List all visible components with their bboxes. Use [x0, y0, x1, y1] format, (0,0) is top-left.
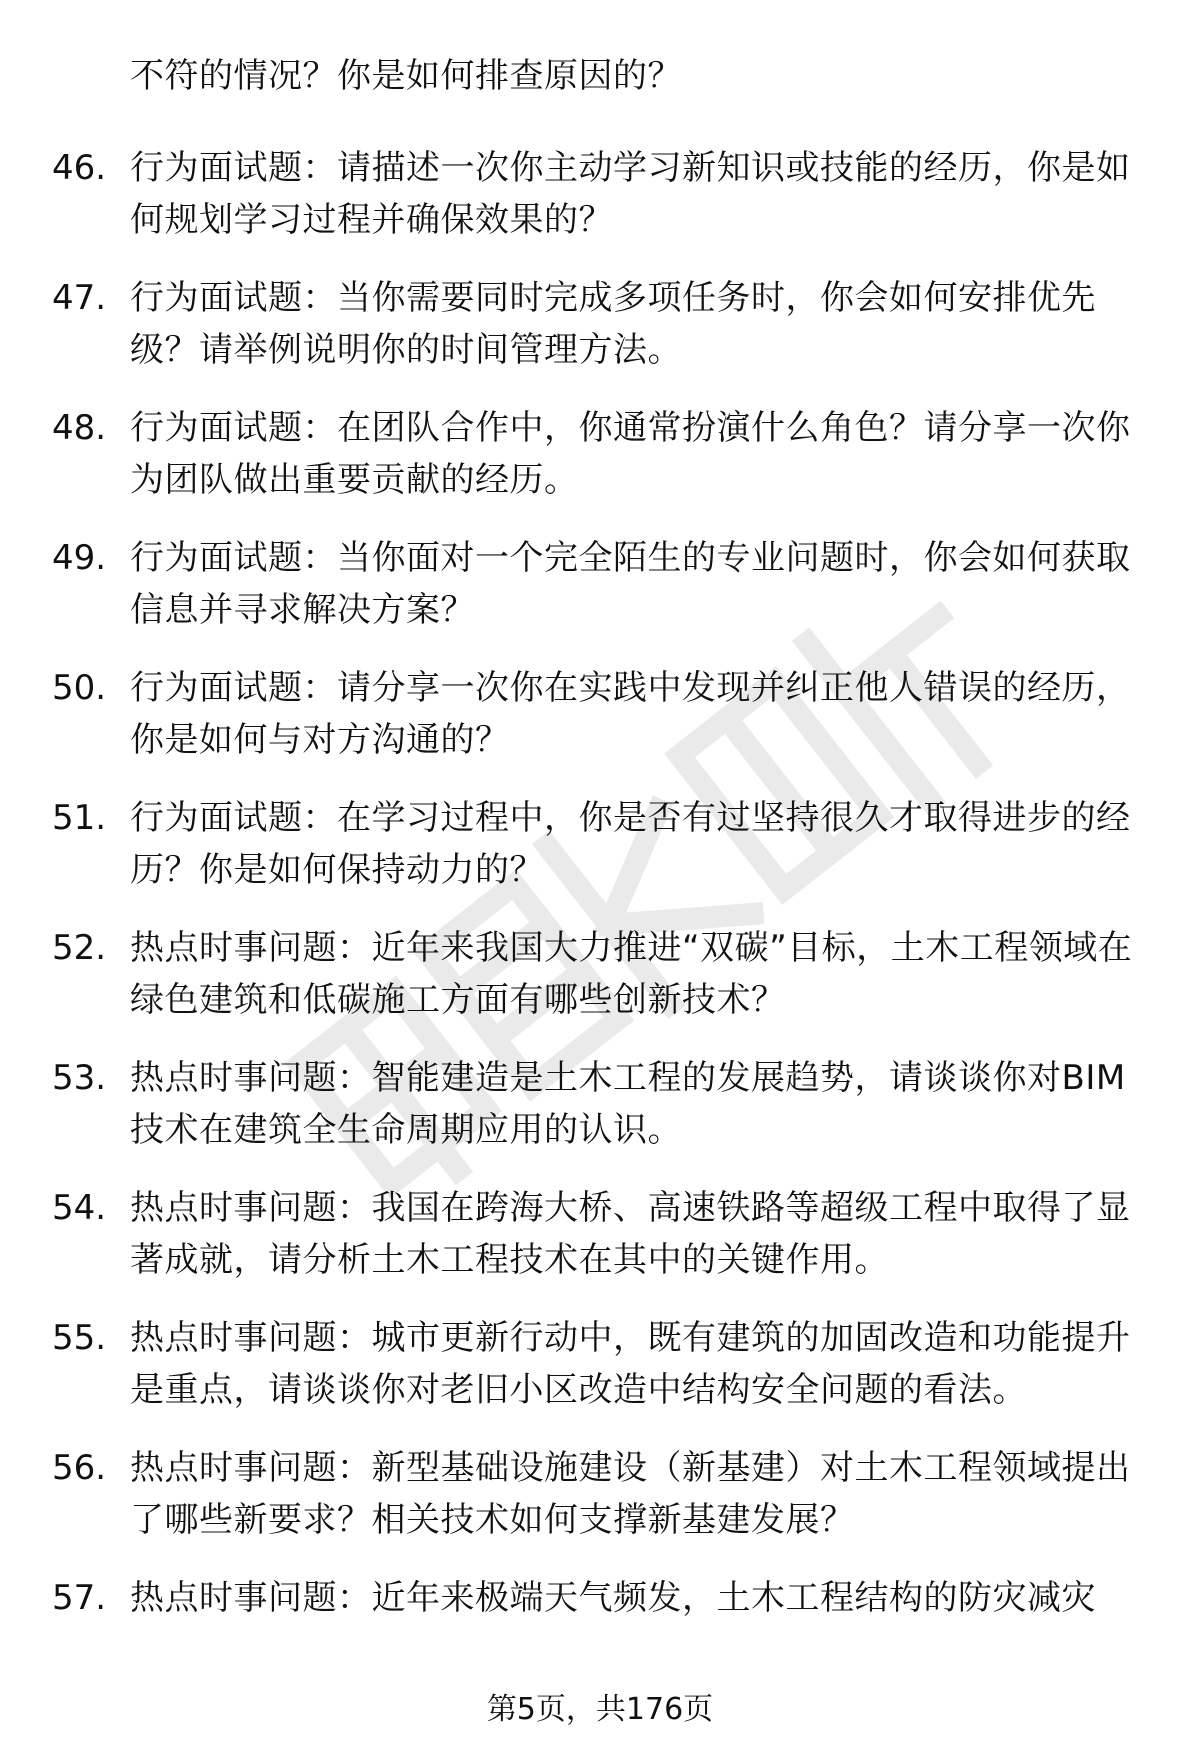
question-text: 行为面试题：在团队合作中，你通常扮演什么角色？请分享一次你为团队做出重要贡献的经历。	[130, 408, 1131, 500]
question-number: 56.	[52, 1448, 107, 1488]
question-number: 55.	[52, 1318, 107, 1358]
question-number: 52.	[52, 928, 107, 968]
question-number: 51.	[52, 798, 107, 838]
question-text: 行为面试题：请分享一次你在实践中发现并纠正他人错误的经历，你是如何与对方沟通的？	[130, 668, 1131, 760]
question-text: 热点时事问题：智能建造是土木工程的发展趋势，请谈谈你对BIM技术在建筑全生命周期应用的认识。	[130, 1058, 1126, 1150]
question-text: 行为面试题：在学习过程中，你是否有过坚持很久才取得进步的经历？你是如何保持动力的？	[130, 798, 1131, 890]
question-number: 48.	[52, 408, 107, 448]
page-number-footer: 第5页，共176页	[486, 1692, 714, 1727]
question-text: 不符的情况？你是如何排查原因的？	[130, 56, 682, 96]
question-text: 行为面试题：请描述一次你主动学习新知识或技能的经历，你是如何规划学习过程并确保效果的？	[130, 148, 1131, 240]
question-text: 热点时事问题：城市更新行动中，既有建筑的加固改造和功能提升是重点，请谈谈你对老旧小区改造中结构安全问题的看法。	[130, 1318, 1131, 1410]
question-text: 热点时事问题：近年来极端天气频发，土木工程结构的防灾减灾	[130, 1578, 1096, 1618]
question-text: 热点时事问题：我国在跨海大桥、高速铁路等超级工程中取得了显著成就，请分析土木工程技术在其中的关键作用。	[130, 1188, 1131, 1280]
question-text: 热点时事问题：新型基础设施建设（新基建）对土木工程领域提出了哪些新要求？相关技术如何支撑新基建发展？	[130, 1448, 1131, 1540]
question-number: 50.	[52, 668, 107, 708]
question-number: 54.	[52, 1188, 107, 1228]
question-number: 57.	[52, 1578, 107, 1618]
question-text: 热点时事问题：近年来我国大力推进“双碳”目标，土木工程领域在绿色建筑和低碳施工方面有哪些创新技术？	[130, 928, 1133, 1020]
question-number: 49.	[52, 538, 107, 578]
question-number: 53.	[52, 1058, 107, 1098]
question-text: 行为面试题：当你面对一个完全陌生的专业问题时，你会如何获取信息并寻求解决方案？	[130, 538, 1131, 630]
question-text: 行为面试题：当你需要同时完成多项任务时，你会如何安排优先级？请举例说明你的时间管理方法。	[130, 278, 1096, 370]
question-number: 46.	[52, 148, 107, 188]
question-number: 47.	[52, 278, 107, 318]
